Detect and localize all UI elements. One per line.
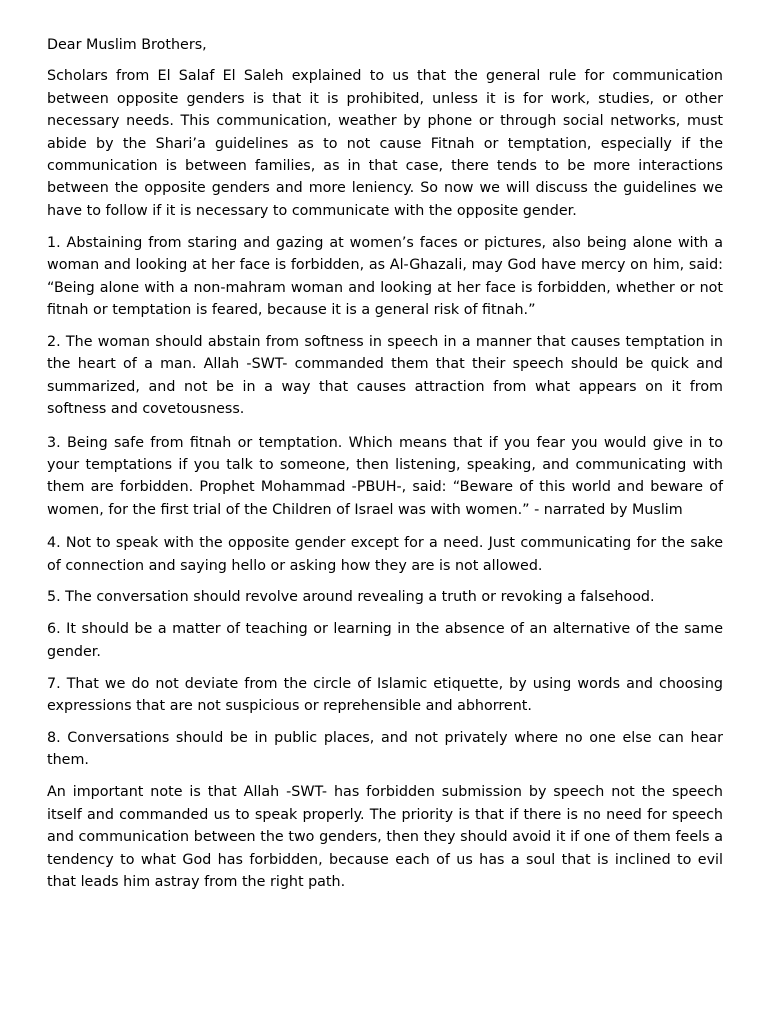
document-page: [47, 34, 723, 903]
guideline-6: 6. It should be a matter of teaching or learning in the absence of an alternative of the same gender.: [47, 621, 723, 660]
guideline-7: 7. That we do not deviate from the circle of Islamic etiquette, by using words and choosing expressions that are not suspicious or reprehensible and abhorrent.: [47, 675, 723, 715]
guideline-1: 1. Abstaining from staring and gazing at women’s faces or pictures, also being alone with a woman and looking at her face is forbidden, as Al-Ghazali, may God have mercy on him, said: “Being alone with a non-mahram woman and looking at her face is forbidden, whether or not fitnah or temptation is feared, because it is a general risk of fitnah.”: [47, 234, 723, 318]
salutation: Dear Muslim Brothers,: [47, 37, 207, 53]
guideline-8: 8. Conversations should be in public places, and not privately where no one else can hear them.: [47, 729, 723, 769]
guideline-4: 4. Not to speak with the opposite gender except for a need. Just communicating for the sake of connection and saying hello or asking how they are is not allowed.: [47, 535, 723, 574]
guidelines-list: [47, 232, 723, 772]
intro-paragraph: Scholars from El Salaf El Saleh explained to us that the general rule for communication between opposite genders is that it is prohibited, unless it is for work, studies, or other necessary needs. This communication, weather by phone or through social networks, must abide by the Shari’a guidelines as to not cause Fitnah or temptation, especially if the communication is between families, as in that case, there tends to be more interactions between the opposite genders and more leniency. So now we will discuss the guidelines we have to follow if it is necessary to communicate with the opposite gender.: [47, 68, 723, 219]
closing-note: An important note is that Allah -SWT- has forbidden submission by speech not the speech itself and commanded us to speak properly. The priority is that if there is no need for speech and communication between the two genders, then they should avoid it if one of them feels a tendency to what God has forbidden, because each of us has a soul that is inclined to evil that leads him astray from the right path.: [47, 784, 723, 890]
guideline-2: 2. The woman should abstain from softness in speech in a manner that causes temptation in the heart of a man. Allah -SWT- commanded them that their speech should be quick and summarized, and not be in a way that causes attraction from what appears on it from softness and covetousness.: [47, 333, 723, 418]
guideline-5: 5. The conversation should revolve around revealing a truth or revoking a falsehood.: [47, 589, 655, 606]
guideline-3: 3. Being safe from fitnah or temptation. Which means that if you fear you would give in to your temptations if you talk to someone, then listening, speaking, and communicating with them are forbidden. Prophet Mohammad -PBUH-, said: “Beware of this world and beware of women, for the first trial of the Children of Israel was with women.” - narrated by Muslim: [47, 434, 723, 518]
